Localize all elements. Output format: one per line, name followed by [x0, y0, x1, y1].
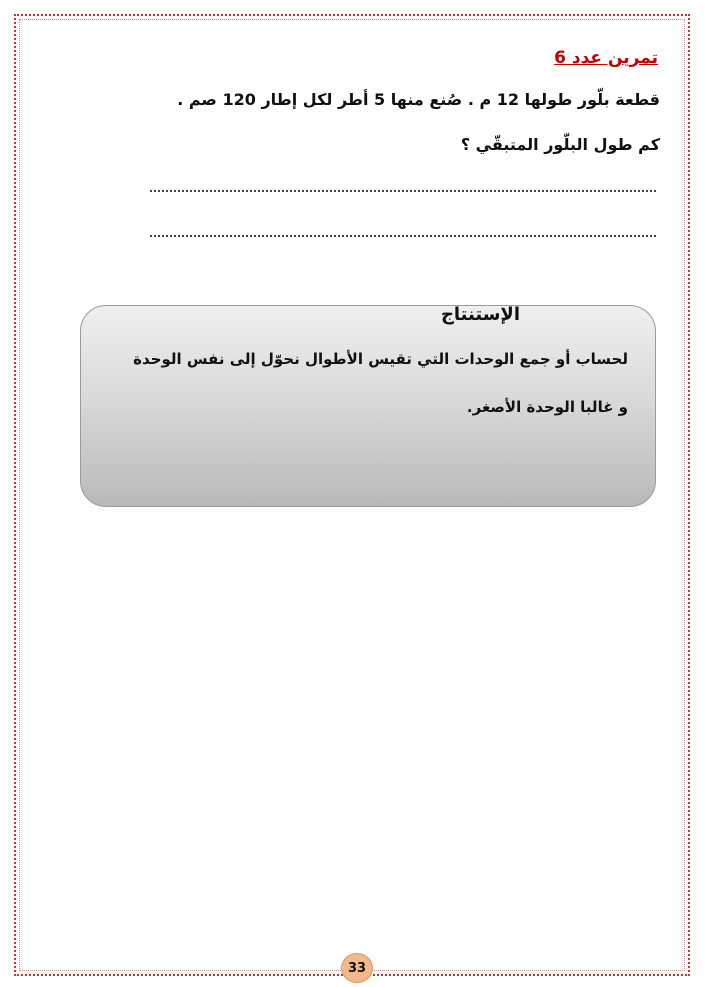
exercise-statement: قطعة بلّور طولها 12 م . صُنع منها 5 أطر لكل إطار 120 صم . [177, 90, 660, 109]
exercise-question: كم طول البلّور المتبقّي ؟ [460, 135, 660, 154]
conclusion-line-1: لحساب أو جمع الوحدات التي تقيس الأطوال نحوّل إلى نفس الوحدة [133, 350, 628, 368]
exercise-title: تمرين عدد 6 [554, 48, 658, 68]
conclusion-heading: الإستنتاج [440, 304, 520, 325]
page-number: 33 [347, 960, 367, 976]
page-number-badge [341, 953, 373, 983]
answer-line-1[interactable] [150, 190, 656, 192]
answer-line-2[interactable] [150, 235, 656, 237]
conclusion-line-2: و غالبا الوحدة الأصغر. [466, 398, 628, 416]
